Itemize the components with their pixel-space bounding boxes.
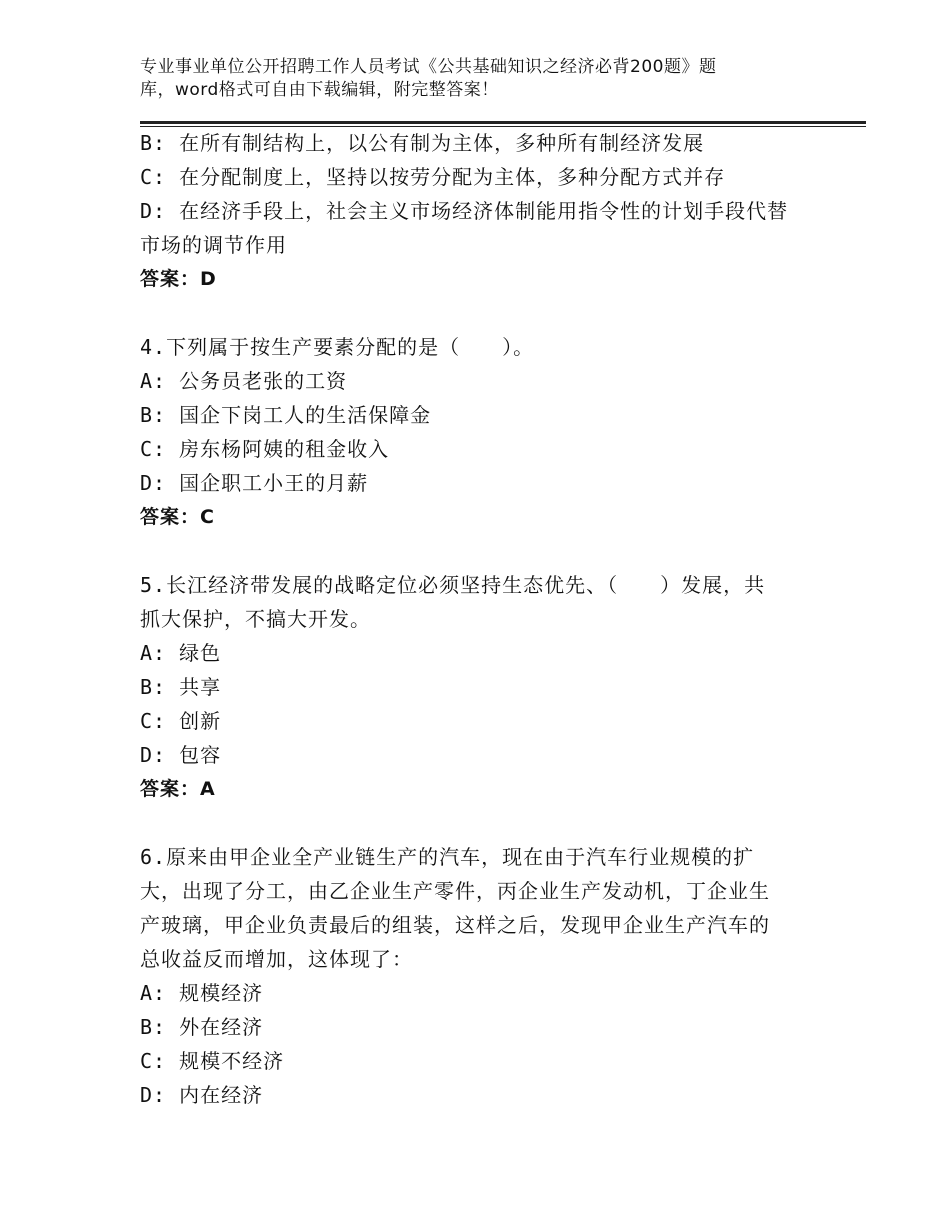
option-d: D: 在经济手段上，社会主义市场经济体制能用指令性的计划手段代替 [140,199,789,223]
option-b: B: 国企下岗工人的生活保障金 [140,403,432,427]
question-list [140,126,806,1112]
header-divider-thick [140,121,866,124]
question-3-tail [140,126,806,296]
option-b: B: 外在经济 [140,1015,264,1039]
header-line-1: 专业事业单位公开招聘工作人员考试《公共基础知识之经济必背200题》题 [140,57,717,77]
question-gap [140,806,806,840]
option-a: A: 规模经济 [140,981,264,1005]
option-d-continuation: 市场的调节作用 [140,233,287,257]
document-header [140,56,780,102]
question-5 [140,568,806,806]
option-b: B: 共享 [140,675,222,699]
question-stem: 4.下列属于按生产要素分配的是（ ）。 [140,335,535,359]
answer-label: 答案：C [140,506,215,528]
answer-label: 答案：A [140,778,216,800]
option-b: B: 在所有制结构上，以公有制为主体，多种所有制经济发展 [140,131,705,155]
header-line-2: 库，word格式可自由下载编辑，附完整答案！ [140,80,499,100]
answer-label: 答案：D [140,268,217,290]
question-stem: 6.原来由甲企业全产业链生产的汽车，现在由于汽车行业规模的扩 [140,845,755,869]
option-a: A: 绿色 [140,641,222,665]
option-d: D: 国企职工小王的月薪 [140,471,369,495]
question-stem-continuation: 总收益反而增加，这体现了： [140,947,413,971]
question-stem-continuation: 产玻璃，甲企业负责最后的组装，这样之后，发现甲企业生产汽车的 [140,913,770,937]
option-c: C: 房东杨阿姨的租金收入 [140,437,390,461]
option-c: C: 创新 [140,709,222,733]
option-c: C: 规模不经济 [140,1049,285,1073]
option-d: D: 包容 [140,743,222,767]
question-gap [140,534,806,568]
question-stem: 5.长江经济带发展的战略定位必须坚持生态优先、（ ）发展，共 [140,573,766,597]
option-d: D: 内在经济 [140,1083,264,1107]
question-4 [140,330,806,534]
question-gap [140,296,806,330]
option-c: C: 在分配制度上，坚持以按劳分配为主体，多种分配方式并存 [140,165,726,189]
question-stem-continuation: 抓大保护，不搞大开发。 [140,607,371,631]
option-a: A: 公务员老张的工资 [140,369,348,393]
question-6 [140,840,806,1112]
question-stem-continuation: 大，出现了分工，由乙企业生产零件，丙企业生产发动机，丁企业生 [140,879,770,903]
